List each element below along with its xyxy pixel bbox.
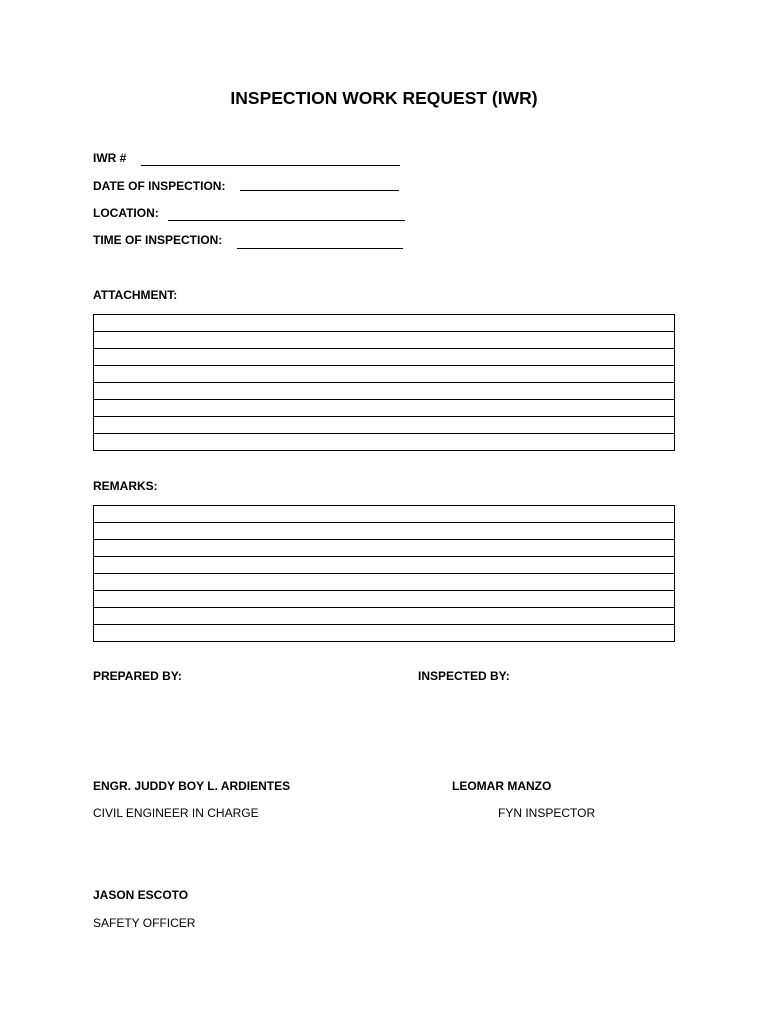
prepared-by-label: PREPARED BY: [93,669,182,683]
table-row[interactable] [94,315,674,332]
location-label: LOCATION: [93,206,159,220]
table-row[interactable] [94,574,674,591]
attachment-label: ATTACHMENT: [93,288,178,302]
table-row[interactable] [94,417,674,434]
attachment-table[interactable] [93,314,675,451]
iwr-number-label: IWR # [93,151,127,165]
table-row[interactable] [94,591,674,608]
engineer-role: CIVIL ENGINEER IN CHARGE [93,806,259,820]
date-of-inspection-label: DATE OF INSPECTION: [93,179,226,193]
table-row[interactable] [94,540,674,557]
safety-officer-role: SAFETY OFFICER [93,916,196,930]
inspector-role: FYN INSPECTOR [498,806,596,820]
remarks-label: REMARKS: [93,479,158,493]
time-of-inspection-label: TIME OF INSPECTION: [93,233,223,247]
table-row[interactable] [94,434,674,450]
date-of-inspection-field[interactable] [240,190,399,191]
time-of-inspection-field[interactable] [237,248,403,249]
table-row[interactable] [94,383,674,400]
location-field[interactable] [168,220,405,221]
iwr-number-field[interactable] [141,165,400,166]
table-row[interactable] [94,625,674,641]
engineer-name: ENGR. JUDDY BOY L. ARDIENTES [93,779,291,793]
table-row[interactable] [94,366,674,383]
table-row[interactable] [94,400,674,417]
table-row[interactable] [94,332,674,349]
table-row[interactable] [94,506,674,523]
table-row[interactable] [94,557,674,574]
inspector-name: LEOMAR MANZO [452,779,552,793]
inspected-by-label: INSPECTED BY: [418,669,510,683]
safety-officer-name: JASON ESCOTO [93,888,189,902]
table-row[interactable] [94,523,674,540]
page-title: INSPECTION WORK REQUEST (IWR) [230,88,538,108]
table-row[interactable] [94,608,674,625]
table-row[interactable] [94,349,674,366]
remarks-table[interactable] [93,505,675,642]
